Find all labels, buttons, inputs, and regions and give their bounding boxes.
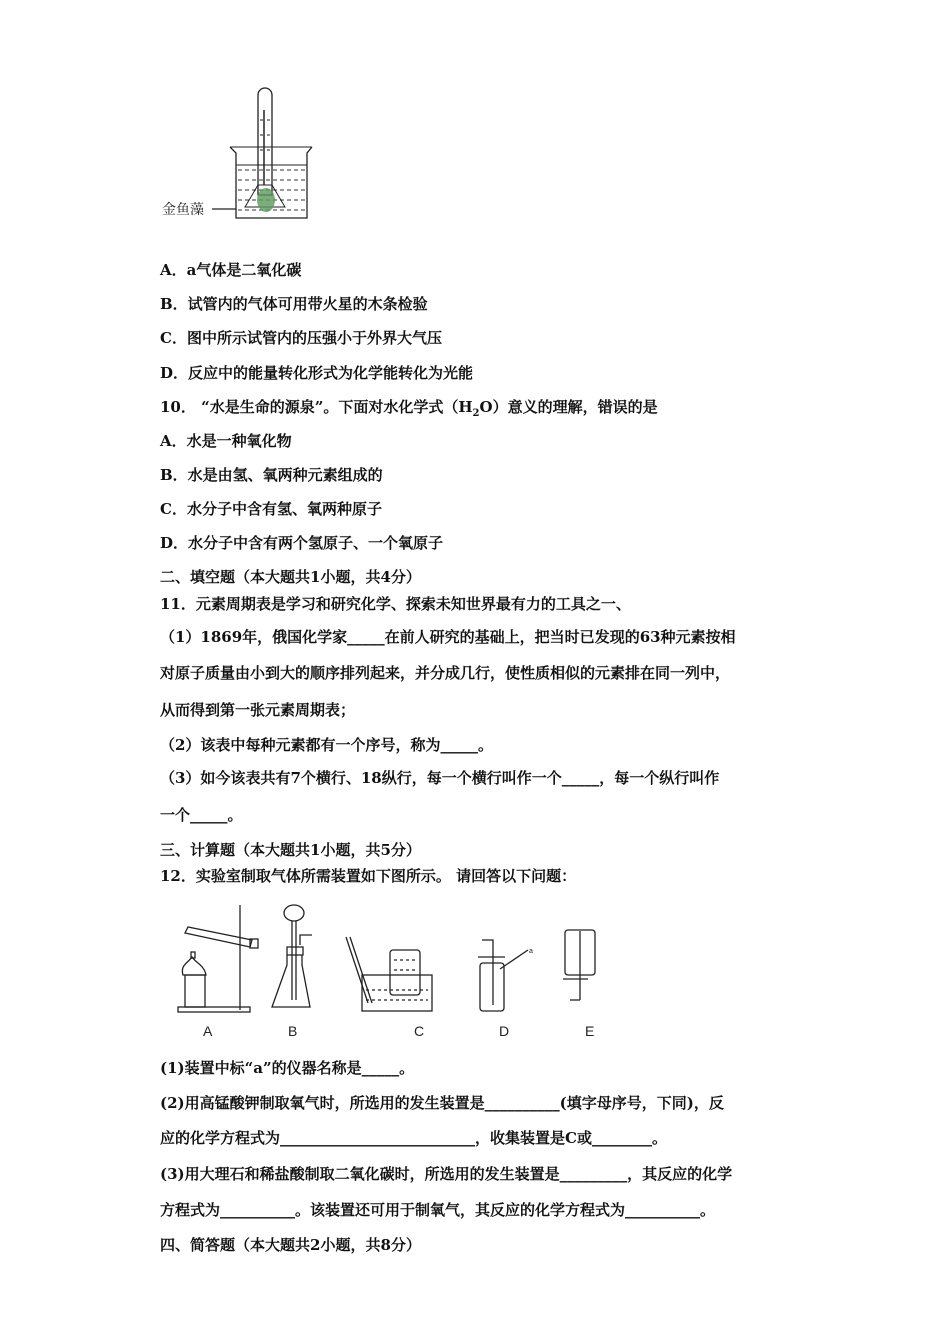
- apparatus-label-b: B: [288, 1023, 298, 1039]
- apparatus-label-c: C: [414, 1023, 425, 1039]
- apparatus-d: [478, 940, 528, 1011]
- q9-option-c: C．图中所示试管内的压强小于外界大气压: [160, 329, 442, 347]
- gas-apparatus-figure: [160, 895, 620, 1045]
- apparatus-label-d: D: [499, 1023, 510, 1039]
- apparatus-e: [563, 930, 595, 1000]
- apparatus-label-e: E: [585, 1023, 595, 1039]
- q12-line: 方程式为__________。该装置还可用于制氧气，其反应的化学方程式为__________。: [160, 1201, 716, 1219]
- apparatus-b: [272, 905, 312, 1007]
- apparatus-label-a: A: [203, 1023, 213, 1039]
- q12-line: (1)装置中标“a”的仪器名称是_____。: [160, 1059, 415, 1077]
- pondweed-experiment-figure: [160, 85, 320, 225]
- q10-option-b: B．水是由氢、氧两种元素组成的: [160, 466, 383, 484]
- q10-option-d: D．水分子中含有两个氢原子、一个氧原子: [160, 534, 444, 552]
- q10-stem: [160, 398, 658, 423]
- q11-line: （3）如今该表共有7个横行、18纵行，每一个横行叫作一个_____，每一个纵行叫作: [160, 769, 720, 787]
- q11-stem: 11．元素周期表是学习和研究化学、探索未知世界最有力的工具之一、: [160, 595, 631, 613]
- pointer-label-a: a: [529, 948, 533, 955]
- q12-line: 应的化学方程式为__________________________，收集装置是C或________。: [160, 1129, 667, 1147]
- q11-line: 从而得到第一张元素周期表；: [160, 701, 356, 719]
- q10-stem-pre: 10． “水是生命的源泉”。下面对水化学式（H: [160, 398, 473, 416]
- q12-line: (2)用高锰酸钾制取氧气时，所选用的发生装置是__________(填字母序号，下同)，反: [160, 1094, 724, 1112]
- q11-line: 一个_____。: [160, 806, 243, 824]
- q10-stem-sub: 2: [472, 408, 480, 419]
- q10-option-c: C．水分子中含有氢、氧两种原子: [160, 500, 382, 518]
- apparatus-a: [178, 905, 258, 1012]
- q9-option-a: A．a气体是二氧化碳: [160, 261, 302, 279]
- q9-option-b: B．试管内的气体可用带火星的木条检验: [160, 295, 428, 313]
- section-3-heading: 三、计算题（本大题共1小题，共5分）: [160, 841, 421, 859]
- section-2-heading: 二、填空题（本大题共1小题，共4分）: [160, 568, 421, 586]
- q11-line: （2）该表中每种元素都有一个序号，称为_____。: [160, 736, 493, 754]
- q11-line: （1）1869年，俄国化学家_____在前人研究的基础上，把当时已发现的63种元素按相: [160, 628, 736, 646]
- q9-option-d: D．反应中的能量转化形式为化学能转化为光能: [160, 364, 474, 382]
- pondweed-label: 金鱼藻: [162, 201, 204, 217]
- apparatus-c: [346, 937, 432, 1011]
- q12-line: (3)用大理石和稀盐酸制取二氧化碳时，所选用的发生装置是_________，其反应的化学: [160, 1165, 733, 1183]
- q10-option-a: A．水是一种氧化物: [160, 432, 292, 450]
- q10-stem-post: O）意义的理解，错误的是: [479, 398, 658, 416]
- section-4-heading: 四、简答题（本大题共2小题，共8分）: [160, 1236, 421, 1254]
- q11-line: 对原子质量由小到大的顺序排列起来，并分成几行，使性质相似的元素排在同一列中，: [160, 664, 731, 682]
- q12-stem: 12．实验室制取气体所需装置如下图所示。 请回答以下问题：: [160, 867, 577, 885]
